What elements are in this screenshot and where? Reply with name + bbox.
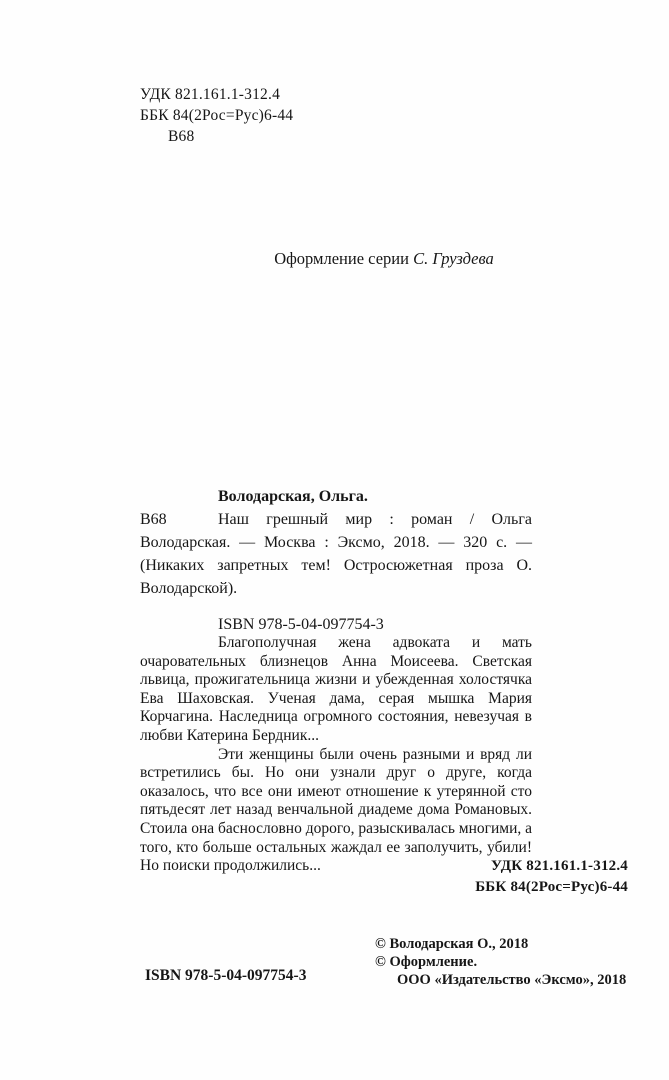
catalog-entry xyxy=(140,485,532,636)
catalog-margin-code: В68 xyxy=(140,511,167,528)
udk-code-bottom: УДК 821.161.1-312.4 xyxy=(491,858,628,874)
bbk-code-top: ББК 84(2Рос=Рус)6-44 xyxy=(140,107,294,124)
catalog-description: Наш грешный мир : роман / Ольга Володарская. — Москва : Эксмо, 2018. — 320 с. — (Никаких запретных тем! Остросюжетная проза О. Володарской). xyxy=(140,511,532,597)
udk-code-top: УДК 821.161.1-312.4 xyxy=(140,86,281,103)
bottom-bibliographic-codes xyxy=(475,856,628,897)
copyright-block xyxy=(375,936,626,989)
annotation-paragraph-2: Эти женщины были очень разными и вряд ли встретились бы. Но они узнали друг о друге, когда оказалось, что все они имеют отношение к утерянной сто пятьдесят лет назад венчальной диадеме дома Романовых. Стоила она баснословно дорого, разыскивалась многими, а того, кто больше остальных жаждал ее заполучить, убили! Но поиски продолжились... xyxy=(140,745,533,875)
author-sign-code: В68 xyxy=(168,128,195,145)
bbk-code-bottom: ББК 84(2Рос=Рус)6-44 xyxy=(475,878,628,895)
copyright-design: © Оформление. xyxy=(375,953,478,970)
isbn-footer: ISBN 978-5-04-097754-3 xyxy=(145,967,307,984)
isbn-line: ISBN 978-5-04-097754-3 xyxy=(218,616,384,633)
catalog-author: Володарская, Ольга. xyxy=(218,488,368,505)
annotation-block xyxy=(140,634,532,876)
copyright-publisher: ООО «Издательство «Эксмо», 2018 xyxy=(397,971,627,988)
series-design-credit xyxy=(140,249,628,269)
annotation-paragraph-1: Благополучная жена адвоката и мать очаровательных близнецов Анна Моисеева. Светская львица, прожигательница жизни и убежденная холостячка Ева Шаховская. Ученая дама, серая мышка Мария Корчагина. Наследница огромного состояния, невезучая в любви Катерина Бердник... xyxy=(140,634,532,744)
top-bibliographic-codes xyxy=(140,84,293,147)
copyright-author: © Володарская О., 2018 xyxy=(375,936,529,952)
series-credit-prefix: Оформление серии xyxy=(274,249,409,268)
series-designer-name: С. Груздева xyxy=(413,249,494,268)
